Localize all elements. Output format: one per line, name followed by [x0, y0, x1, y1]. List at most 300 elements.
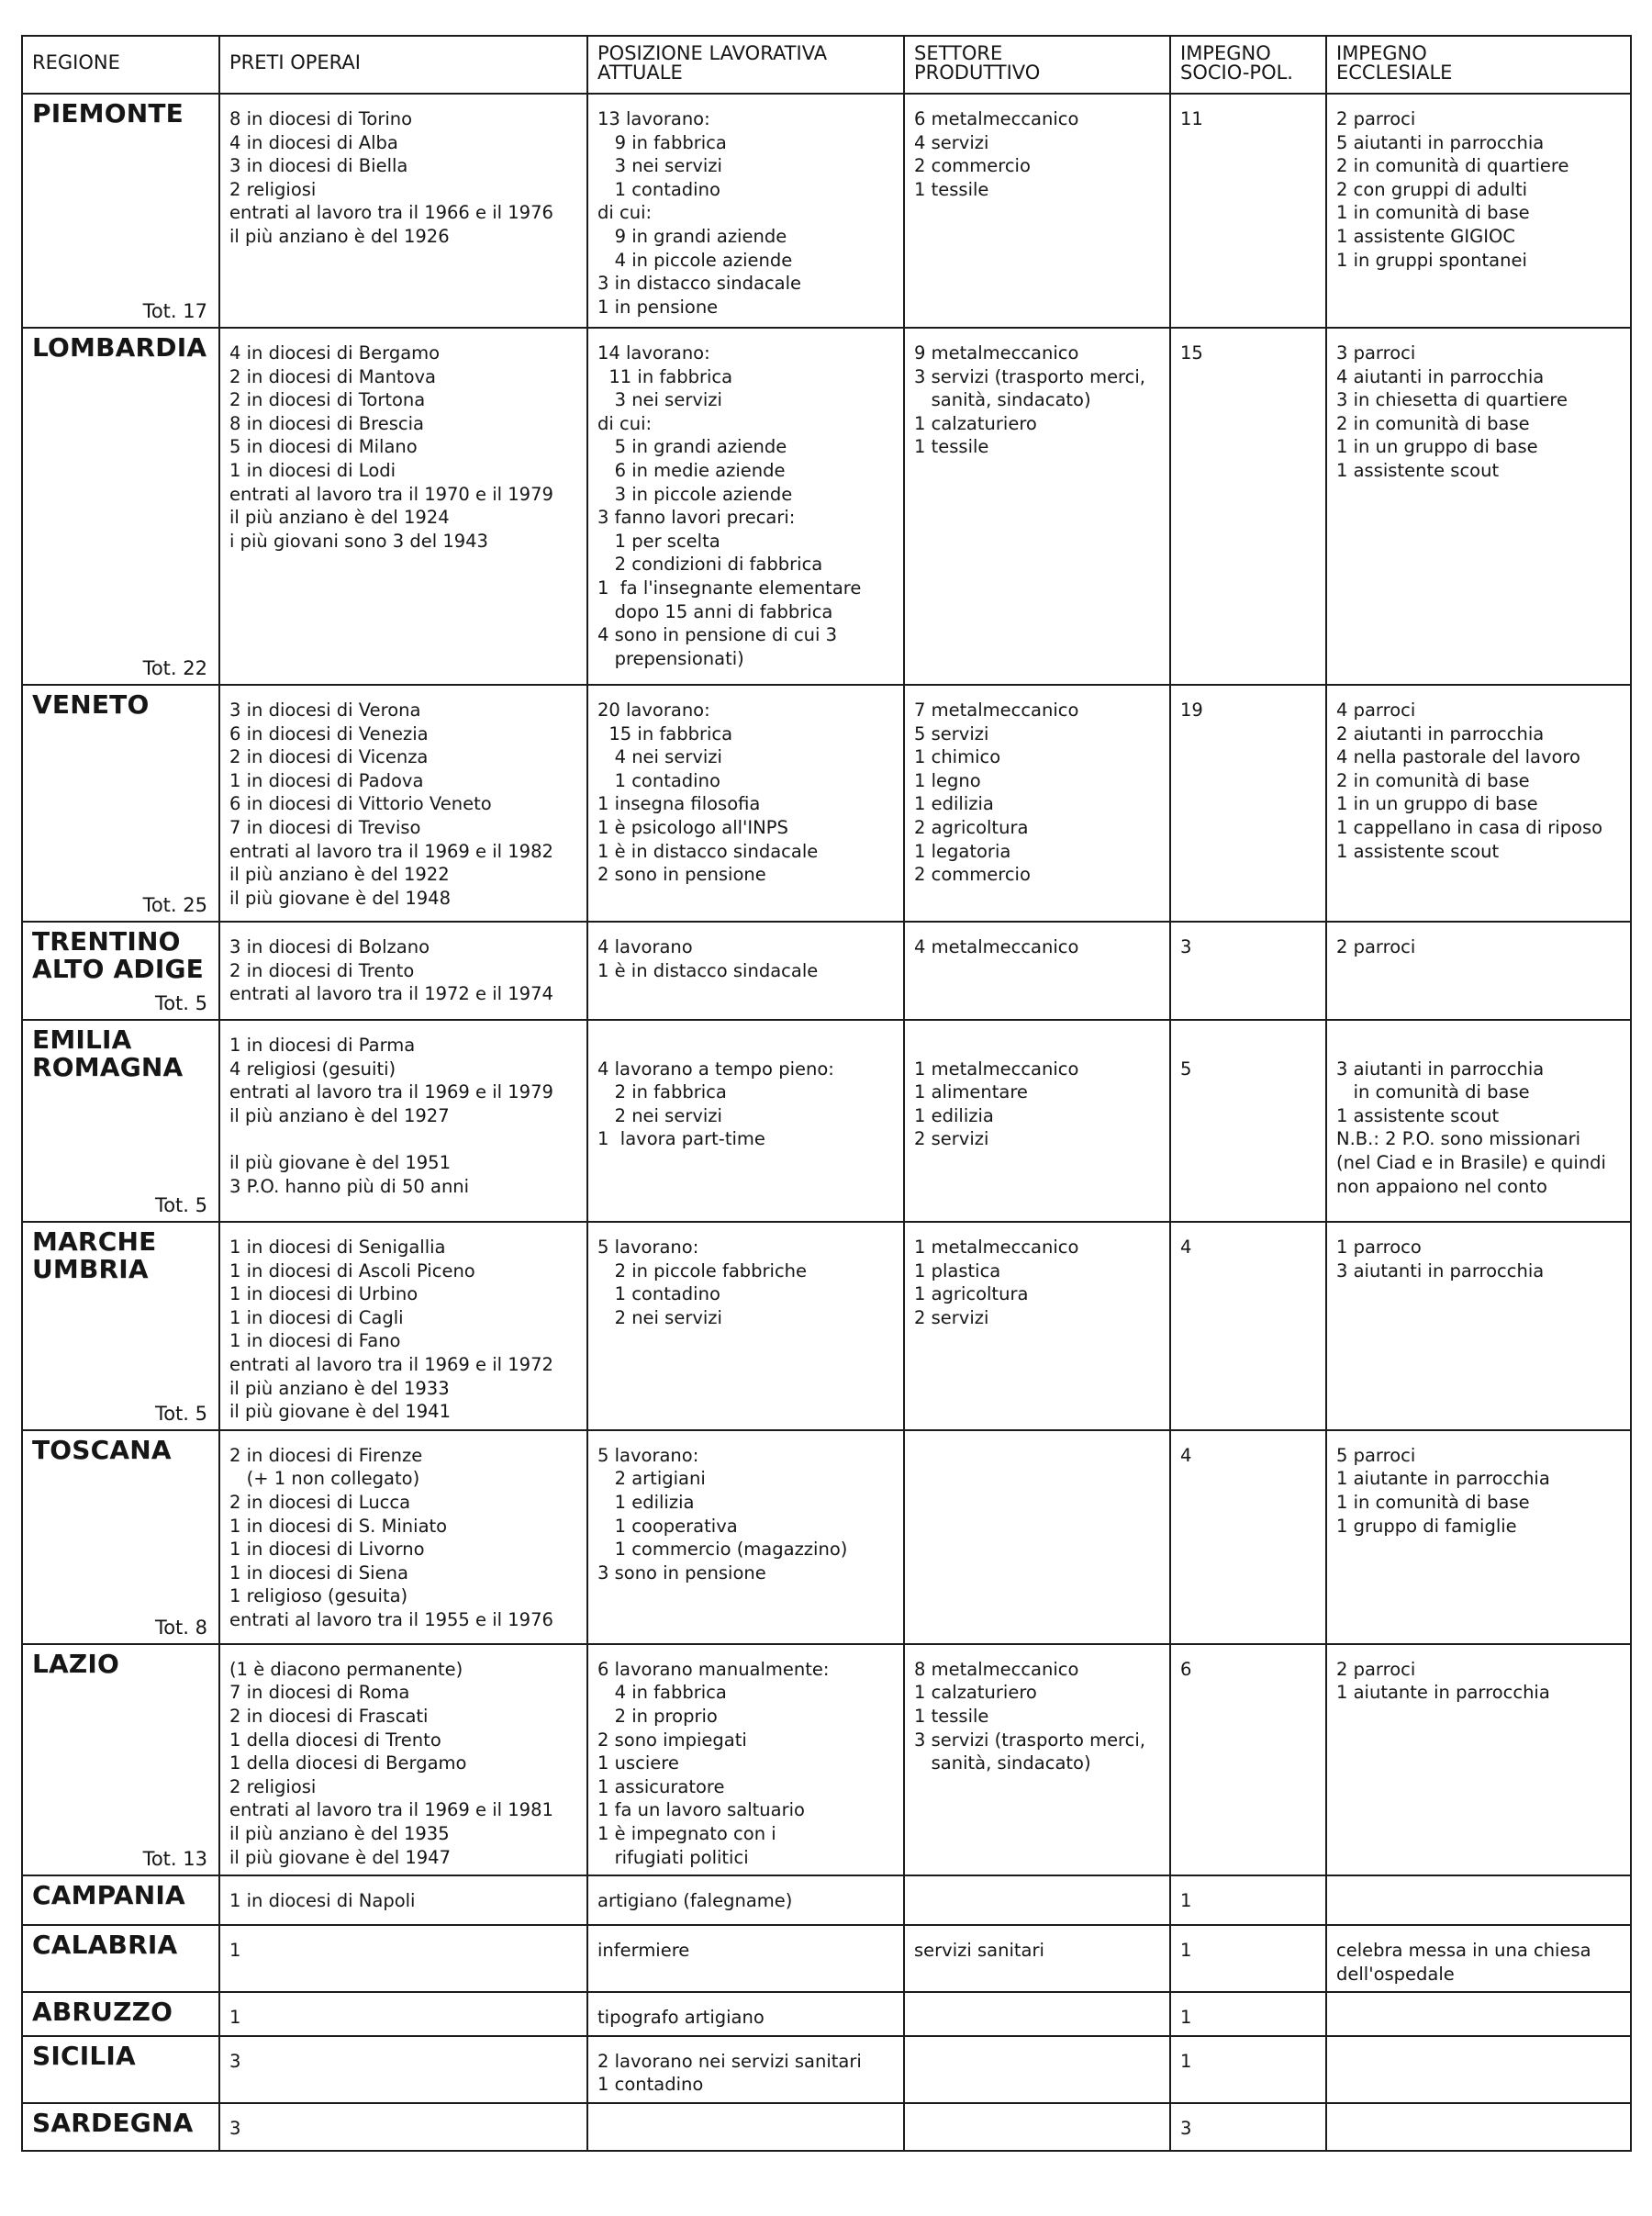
cell-line: tipografo artigiano	[597, 2007, 765, 2029]
ecclesiale-cell	[1326, 1020, 1631, 1222]
region-cell	[22, 1992, 219, 2036]
socio-pol-cell	[1170, 1644, 1326, 1875]
cell-line: dopo 15 anni di fabbrica	[597, 600, 833, 622]
preti-operai-cell	[219, 94, 587, 328]
cell-line: 5 in diocesi di Milano	[229, 436, 418, 458]
settore-cell	[904, 1020, 1170, 1222]
cell-line: 4 in piccole aziende	[597, 249, 793, 271]
posizione-cell	[587, 328, 904, 685]
cell-line: entrati al lavoro tra il 1972 e il 1974	[229, 983, 553, 1005]
cell-line: 8 in diocesi di Brescia	[229, 412, 425, 434]
table-row	[22, 1925, 1631, 1992]
cell-line: 4 in diocesi di Bergamo	[229, 342, 441, 364]
cell-line: 2 in comunità di base	[1336, 769, 1530, 791]
cell-line: 1 lavora part-time	[597, 1128, 765, 1150]
cell-line: 1 religioso (gesuita)	[229, 1585, 408, 1607]
cell-line: rifugiati politici	[597, 1846, 749, 1868]
cell-line: 1 in gruppi spontanei	[1336, 249, 1527, 271]
ecclesiale-cell	[1326, 94, 1631, 328]
cell-line: 1 cooperativa	[597, 1515, 738, 1537]
posizione-cell	[587, 94, 904, 328]
cell-line: 15 in fabbrica	[597, 722, 733, 744]
cell-line: 2 in comunità di quartiere	[1336, 155, 1569, 177]
cell-line: 4 religiosi (gesuiti)	[229, 1058, 396, 1080]
ecclesiale-cell	[1326, 1875, 1631, 1925]
table-row	[22, 94, 1631, 328]
cell-line: 1 alimentare	[914, 1081, 1028, 1103]
cell-line: 5 in grandi aziende	[597, 436, 787, 458]
cell-line: 1 cappellano in casa di riposo	[1336, 816, 1603, 838]
ecclesiale-cell	[1326, 2036, 1631, 2103]
cell-line: 3 fanno lavori precari:	[597, 507, 796, 529]
settore-cell	[904, 685, 1170, 922]
socio-pol-cell	[1170, 1020, 1326, 1222]
region-cell	[22, 1875, 219, 1925]
cell-line: 1 contadino	[597, 2074, 704, 2096]
cell-line: 3 servizi (trasporto merci,	[914, 1729, 1145, 1751]
settore-cell	[904, 1992, 1170, 2036]
cell-line: N.B.: 2 P.O. sono missionari	[1336, 1128, 1581, 1150]
cell-line: 9 metalmeccanico	[914, 342, 1079, 364]
cell-line: 1 in diocesi di S. Miniato	[229, 1515, 448, 1537]
socio-pol-cell	[1170, 2036, 1326, 2103]
table-row	[22, 1992, 1631, 2036]
cell-line: 1 in diocesi di Cagli	[229, 1306, 404, 1328]
table-row	[22, 1644, 1631, 1875]
region-name: SICILIA	[32, 2040, 136, 2071]
ecclesiale-cell	[1326, 2103, 1631, 2151]
cell-line: 6 metalmeccanico	[914, 108, 1079, 129]
cell-line: il più anziano è del 1922	[229, 864, 450, 886]
cell-line: il più anziano è del 1924	[229, 507, 450, 529]
cell-line: 1 legatoria	[914, 840, 1011, 862]
cell-line: 2 in piccole fabbriche	[597, 1259, 808, 1281]
cell-line: 1 usciere	[597, 1752, 679, 1774]
region-cell	[22, 685, 219, 922]
cell-line: 3 aiutanti in parrocchia	[1336, 1058, 1545, 1080]
region-name: LAZIO	[32, 1648, 120, 1679]
cell-line: il più anziano è del 1927	[229, 1104, 450, 1126]
cell-line: 8 metalmeccanico	[914, 1658, 1079, 1680]
region-cell	[22, 2036, 219, 2103]
cell-line: 2 aiutanti in parrocchia	[1336, 722, 1545, 744]
cell-line: il più anziano è del 1935	[229, 1822, 450, 1844]
cell-line: 7 in diocesi di Roma	[229, 1682, 410, 1704]
settore-cell	[904, 1430, 1170, 1644]
cell-line: (1 è diacono permanente)	[229, 1658, 463, 1680]
header-impegno-socio-pol: IMPEGNO SOCIO-POL.	[1170, 36, 1326, 94]
cell-line	[914, 1034, 1162, 1058]
cell-line: 1 della diocesi di Bergamo	[229, 1752, 467, 1774]
cell-line: 2 parroci	[1336, 108, 1416, 129]
region-total: Tot. 5	[154, 1402, 207, 1425]
header-posizione-lavorativa: POSIZIONE LAVORATIVA ATTUALE	[587, 36, 904, 94]
cell-line: 1 è in distacco sindacale	[597, 840, 819, 862]
cell-line: 1 gruppo di famiglie	[1336, 1515, 1517, 1537]
region-total: Tot. 5	[154, 1194, 207, 1216]
cell-line: 2 commercio	[914, 155, 1031, 177]
cell-line: (+ 1 non collegato)	[229, 1468, 420, 1490]
cell-line: 2 nei servizi	[597, 1306, 722, 1328]
cell-line: 1 è impegnato con i	[597, 1822, 776, 1844]
posizione-cell	[587, 1925, 904, 1992]
cell-line: 2 in fabbrica	[597, 1081, 727, 1103]
cell-line: 3 aiutanti in parrocchia	[1336, 1259, 1545, 1281]
region-cell	[22, 1644, 219, 1875]
cell-line: 2 con gruppi di adulti	[1336, 178, 1528, 200]
cell-line: 1 commercio (magazzino)	[597, 1539, 848, 1561]
cell-line: 1 in diocesi di Napoli	[229, 1890, 416, 1912]
cell-line: 5 lavorano:	[597, 1444, 699, 1466]
cell-line: 1 in diocesi di Ascoli Piceno	[229, 1259, 475, 1281]
cell-line: 1 parroco	[1336, 1237, 1422, 1258]
cell-line: 1 plastica	[914, 1259, 1001, 1281]
cell-line: 3 in chiesetta di quartiere	[1336, 389, 1568, 411]
cell-line: 1 calzaturiero	[914, 1682, 1037, 1704]
cell-line: 2 artigiani	[597, 1468, 706, 1490]
cell-line: 1 edilizia	[914, 1104, 994, 1126]
cell-line: (nel Ciad e in Brasile) e quindi	[1336, 1151, 1606, 1173]
cell-line: 1 aiutante in parrocchia	[1336, 1468, 1550, 1490]
cell-line: 3 nei servizi	[597, 389, 722, 411]
ecclesiale-cell	[1326, 328, 1631, 685]
cell-line: 1	[229, 1940, 241, 1962]
region-cell	[22, 328, 219, 685]
region-cell	[22, 1020, 219, 1222]
cell-line: 20 lavorano:	[597, 699, 710, 721]
ecclesiale-cell	[1326, 1925, 1631, 1992]
cell-line: 1 assistente scout	[1336, 1104, 1500, 1126]
ecclesiale-cell	[1326, 1644, 1631, 1875]
cell-line	[229, 1127, 579, 1151]
cell-line: 1 è psicologo all'INPS	[597, 816, 788, 838]
cell-line: entrati al lavoro tra il 1966 e il 1976	[229, 202, 553, 224]
socio-pol-cell	[1170, 2103, 1326, 2151]
cell-line: 5 parroci	[1336, 1444, 1416, 1466]
table-row	[22, 1222, 1631, 1430]
cell-line: 1 è in distacco sindacale	[597, 959, 819, 981]
cell-line: 2 in diocesi di Frascati	[229, 1705, 429, 1727]
cell-line: 2 lavorano nei servizi sanitari	[597, 2050, 862, 2072]
cell-line: prepensionati)	[597, 647, 744, 669]
cell-line: entrati al lavoro tra il 1969 e il 1981	[229, 1799, 553, 1821]
region-cell	[22, 922, 219, 1020]
cell-line: sanità, sindacato)	[914, 389, 1091, 411]
cell-line: 3 in diocesi di Biella	[229, 155, 408, 177]
cell-line: 3 in diocesi di Bolzano	[229, 936, 430, 957]
cell-line: 1 contadino	[597, 178, 720, 200]
socio-pol-cell	[1170, 1992, 1326, 2036]
ecclesiale-cell	[1326, 922, 1631, 1020]
header-settore-produttivo: SETTORE PRODUTTIVO	[904, 36, 1170, 94]
cell-line: 3 P.O. hanno più di 50 anni	[229, 1175, 470, 1197]
cell-line: 4 aiutanti in parrocchia	[1336, 365, 1545, 387]
posizione-cell	[587, 1020, 904, 1222]
cell-line: 19	[1180, 699, 1203, 721]
socio-pol-cell	[1170, 685, 1326, 922]
ecclesiale-cell	[1326, 1222, 1631, 1430]
cell-line: 2 parroci	[1336, 936, 1416, 957]
cell-line: 3	[1180, 2118, 1192, 2140]
cell-line: dell'ospedale	[1336, 1963, 1455, 1985]
header-impegno-ecclesiale: IMPEGNO ECCLESIALE	[1326, 36, 1631, 94]
cell-line: 1 chimico	[914, 746, 1001, 768]
region-name: ABRUZZO	[32, 1997, 173, 2028]
cell-line: 2 condizioni di fabbrica	[597, 554, 823, 576]
cell-line: 1 assistente scout	[1336, 840, 1500, 862]
cell-line: 3	[229, 2118, 241, 2140]
cell-line: il più anziano è del 1926	[229, 225, 450, 247]
cell-line: 5	[1180, 1058, 1192, 1080]
cell-line: 1 in diocesi di Parma	[229, 1035, 416, 1056]
cell-line: 2 in diocesi di Tortona	[229, 389, 426, 411]
ecclesiale-cell	[1326, 1430, 1631, 1644]
cell-line: 2 agricoltura	[914, 816, 1029, 838]
cell-line: 1 in comunità di base	[1336, 202, 1530, 224]
cell-line: 2 nei servizi	[597, 1104, 722, 1126]
cell-line: entrati al lavoro tra il 1969 e il 1982	[229, 840, 553, 862]
preti-operai-cell	[219, 1875, 587, 1925]
cell-line: 2 in diocesi di Firenze	[229, 1444, 423, 1466]
posizione-cell	[587, 1644, 904, 1875]
cell-line: 3	[1180, 936, 1192, 957]
cell-line: 1 metalmeccanico	[914, 1237, 1079, 1258]
cell-line: 1 fa un lavoro saltuario	[597, 1799, 805, 1821]
cell-line: 5 servizi	[914, 722, 989, 744]
cell-line: 8 in diocesi di Torino	[229, 108, 413, 129]
posizione-cell	[587, 1222, 904, 1430]
cell-line: 1	[229, 2007, 241, 2029]
cell-line: 1 in diocesi di Siena	[229, 1561, 408, 1584]
cell-line: 1 insegna filosofia	[597, 793, 761, 815]
cell-line: 1 per scelta	[597, 530, 720, 552]
preti-operai-cell	[219, 1430, 587, 1644]
cell-line: 2 commercio	[914, 864, 1031, 886]
cell-line: 1 assistente GIGIOC	[1336, 225, 1515, 247]
cell-line: 3 servizi (trasporto merci,	[914, 365, 1145, 387]
regional-table-sheet	[21, 35, 1630, 2152]
cell-line: 4 nei servizi	[597, 746, 722, 768]
cell-line: 1 in diocesi di Senigallia	[229, 1237, 446, 1258]
region-cell	[22, 1430, 219, 1644]
ecclesiale-cell	[1326, 1992, 1631, 2036]
cell-line: 4 nella pastorale del lavoro	[1336, 746, 1580, 768]
cell-line: 2 in diocesi di Lucca	[229, 1491, 411, 1513]
socio-pol-cell	[1170, 1875, 1326, 1925]
cell-line: 2 parroci	[1336, 1658, 1416, 1680]
cell-line: 4 lavorano a tempo pieno:	[597, 1058, 834, 1080]
cell-line: 3 nei servizi	[597, 155, 722, 177]
socio-pol-cell	[1170, 94, 1326, 328]
table-row	[22, 1875, 1631, 1925]
cell-line: 13 lavorano:	[597, 108, 710, 129]
cell-line: 1 in pensione	[597, 296, 719, 318]
posizione-cell	[587, 1875, 904, 1925]
cell-line: servizi sanitari	[914, 1940, 1044, 1962]
region-name: MARCHE UMBRIA	[32, 1226, 157, 1284]
cell-line: 2 servizi	[914, 1306, 989, 1328]
cell-line: 2 in proprio	[597, 1705, 718, 1727]
cell-line: 6	[1180, 1658, 1192, 1680]
cell-line: 3 sono in pensione	[597, 1561, 766, 1584]
cell-line: 1 in un gruppo di base	[1336, 793, 1538, 815]
preti-operai-cell	[219, 685, 587, 922]
cell-line: di cui:	[597, 412, 653, 434]
cell-line	[1336, 1034, 1623, 1058]
cell-line: il più giovane è del 1941	[229, 1401, 451, 1423]
cell-line: 1 contadino	[597, 769, 720, 791]
cell-line: 5 lavorano:	[597, 1237, 699, 1258]
table-row	[22, 2103, 1631, 2151]
cell-line	[597, 1034, 896, 1058]
settore-cell	[904, 2103, 1170, 2151]
cell-line: 1 contadino	[597, 1283, 720, 1305]
preti-operai-cell	[219, 1222, 587, 1430]
region-name: CALABRIA	[32, 1930, 178, 1961]
ecclesiale-cell	[1326, 685, 1631, 922]
cell-line: 4	[1180, 1444, 1192, 1466]
cell-line: 4 metalmeccanico	[914, 936, 1079, 957]
cell-line: 2 servizi	[914, 1128, 989, 1150]
cell-line: 1 in diocesi di Lodi	[229, 459, 396, 481]
cell-line: 1 legno	[914, 769, 981, 791]
cell-line: 1 metalmeccanico	[914, 1058, 1079, 1080]
preti-operai-cell	[219, 328, 587, 685]
region-total: Tot. 5	[154, 992, 207, 1014]
region-total: Tot. 8	[154, 1616, 207, 1639]
preti-operai-cell	[219, 2036, 587, 2103]
cell-line: il più giovane è del 1948	[229, 887, 451, 909]
cell-line: celebra messa in una chiesa	[1336, 1940, 1591, 1962]
cell-line: non appaiono nel conto	[1336, 1175, 1547, 1197]
posizione-cell	[587, 1992, 904, 2036]
cell-line: 1 fa l'insegnante elementare	[597, 576, 862, 599]
cell-line: 7 in diocesi di Treviso	[229, 816, 421, 838]
settore-cell	[904, 1644, 1170, 1875]
cell-line: 6 in diocesi di Venezia	[229, 722, 429, 744]
cell-line: 1 assistente scout	[1336, 459, 1500, 481]
cell-line: 4 servizi	[914, 131, 989, 153]
region-cell	[22, 94, 219, 328]
cell-line: 3 parroci	[1336, 342, 1416, 364]
preti-operai-cell	[219, 1644, 587, 1875]
cell-line: il più anziano è del 1933	[229, 1377, 450, 1399]
cell-line: 1 tessile	[914, 178, 989, 200]
cell-line: 1 calzaturiero	[914, 412, 1037, 434]
cell-line: 1	[1180, 2050, 1192, 2072]
cell-line: 2 sono impiegati	[597, 1729, 747, 1751]
cell-line: 2 in diocesi di Trento	[229, 959, 415, 981]
posizione-cell	[587, 685, 904, 922]
cell-line: 1	[1180, 1890, 1192, 1912]
preti-operai-cell	[219, 922, 587, 1020]
cell-line: 1 edilizia	[914, 793, 994, 815]
settore-cell	[904, 94, 1170, 328]
region-cell	[22, 1925, 219, 1992]
preti-operai-cell	[219, 1925, 587, 1992]
cell-line: entrati al lavoro tra il 1970 e il 1979	[229, 483, 553, 505]
region-name: EMILIA ROMAGNA	[32, 1024, 184, 1082]
socio-pol-cell	[1170, 328, 1326, 685]
settore-cell	[904, 2036, 1170, 2103]
region-total: Tot. 13	[142, 1848, 207, 1871]
cell-line: 1 tessile	[914, 1705, 989, 1727]
cell-line: 4	[1180, 1237, 1192, 1258]
cell-line: 2 religiosi	[229, 1775, 317, 1797]
cell-line: 1	[1180, 1940, 1192, 1962]
cell-line: di cui:	[597, 202, 653, 224]
cell-line: in comunità di base	[1336, 1081, 1530, 1103]
cell-line: 1 in diocesi di Padova	[229, 769, 424, 791]
cell-line: 11	[1180, 108, 1203, 129]
region-name: CAMPANIA	[32, 1880, 185, 1911]
cell-line: artigiano (falegname)	[597, 1890, 793, 1912]
cell-line: 4 sono in pensione di cui 3	[597, 624, 838, 646]
settore-cell	[904, 1875, 1170, 1925]
cell-line: i più giovani sono 3 del 1943	[229, 530, 488, 552]
cell-line: sanità, sindacato)	[914, 1752, 1091, 1774]
region-total: Tot. 22	[142, 657, 207, 679]
cell-line: 2 in diocesi di Vicenza	[229, 746, 429, 768]
region-cell	[22, 2103, 219, 2151]
cell-line: 1 in comunità di base	[1336, 1491, 1530, 1513]
cell-line	[1180, 1034, 1318, 1058]
preti-operai-cell	[219, 1992, 587, 2036]
cell-line: 15	[1180, 342, 1203, 364]
cell-line: 6 lavorano manualmente:	[597, 1658, 830, 1680]
settore-cell	[904, 328, 1170, 685]
cell-line: 2 in diocesi di Mantova	[229, 365, 436, 387]
header-preti-operai: PRETI OPERAI	[219, 36, 587, 94]
cell-line: 4 lavorano	[597, 936, 693, 957]
cell-line: entrati al lavoro tra il 1955 e il 1976	[229, 1608, 553, 1630]
table-row	[22, 685, 1631, 922]
region-name: SARDEGNA	[32, 2108, 194, 2139]
settore-cell	[904, 1925, 1170, 1992]
socio-pol-cell	[1170, 1222, 1326, 1430]
table-body	[22, 94, 1631, 2151]
posizione-cell	[587, 2036, 904, 2103]
cell-line: 1 edilizia	[597, 1491, 695, 1513]
cell-line: 1 tessile	[914, 436, 989, 458]
region-name: LOMBARDIA	[32, 332, 207, 363]
cell-line: 4 parroci	[1336, 699, 1416, 721]
region-total: Tot. 17	[142, 300, 207, 322]
cell-line: 3 in piccole aziende	[597, 483, 793, 505]
cell-line: 2 in comunità di base	[1336, 412, 1530, 434]
posizione-cell	[587, 1430, 904, 1644]
cell-line: 1 in diocesi di Urbino	[229, 1283, 419, 1305]
region-name: PIEMONTE	[32, 98, 184, 129]
region-cell	[22, 1222, 219, 1430]
cell-line: 1 in diocesi di Fano	[229, 1330, 401, 1352]
cell-line: 6 in medie aziende	[597, 459, 786, 481]
cell-line: 2 sono in pensione	[597, 864, 766, 886]
cell-line: 4 in diocesi di Alba	[229, 131, 398, 153]
cell-line: 3	[229, 2050, 241, 2072]
cell-line: 9 in fabbrica	[597, 131, 727, 153]
table-row	[22, 922, 1631, 1020]
preti-operai-cell	[219, 1020, 587, 1222]
cell-line: il più giovane è del 1951	[229, 1151, 451, 1173]
cell-line: 1 aiutante in parrocchia	[1336, 1682, 1550, 1704]
region-name: TOSCANA	[32, 1434, 172, 1465]
posizione-cell	[587, 922, 904, 1020]
cell-line: 1 assicuratore	[597, 1775, 725, 1797]
posizione-cell	[587, 2103, 904, 2151]
settore-cell	[904, 922, 1170, 1020]
cell-line: entrati al lavoro tra il 1969 e il 1979	[229, 1081, 553, 1103]
